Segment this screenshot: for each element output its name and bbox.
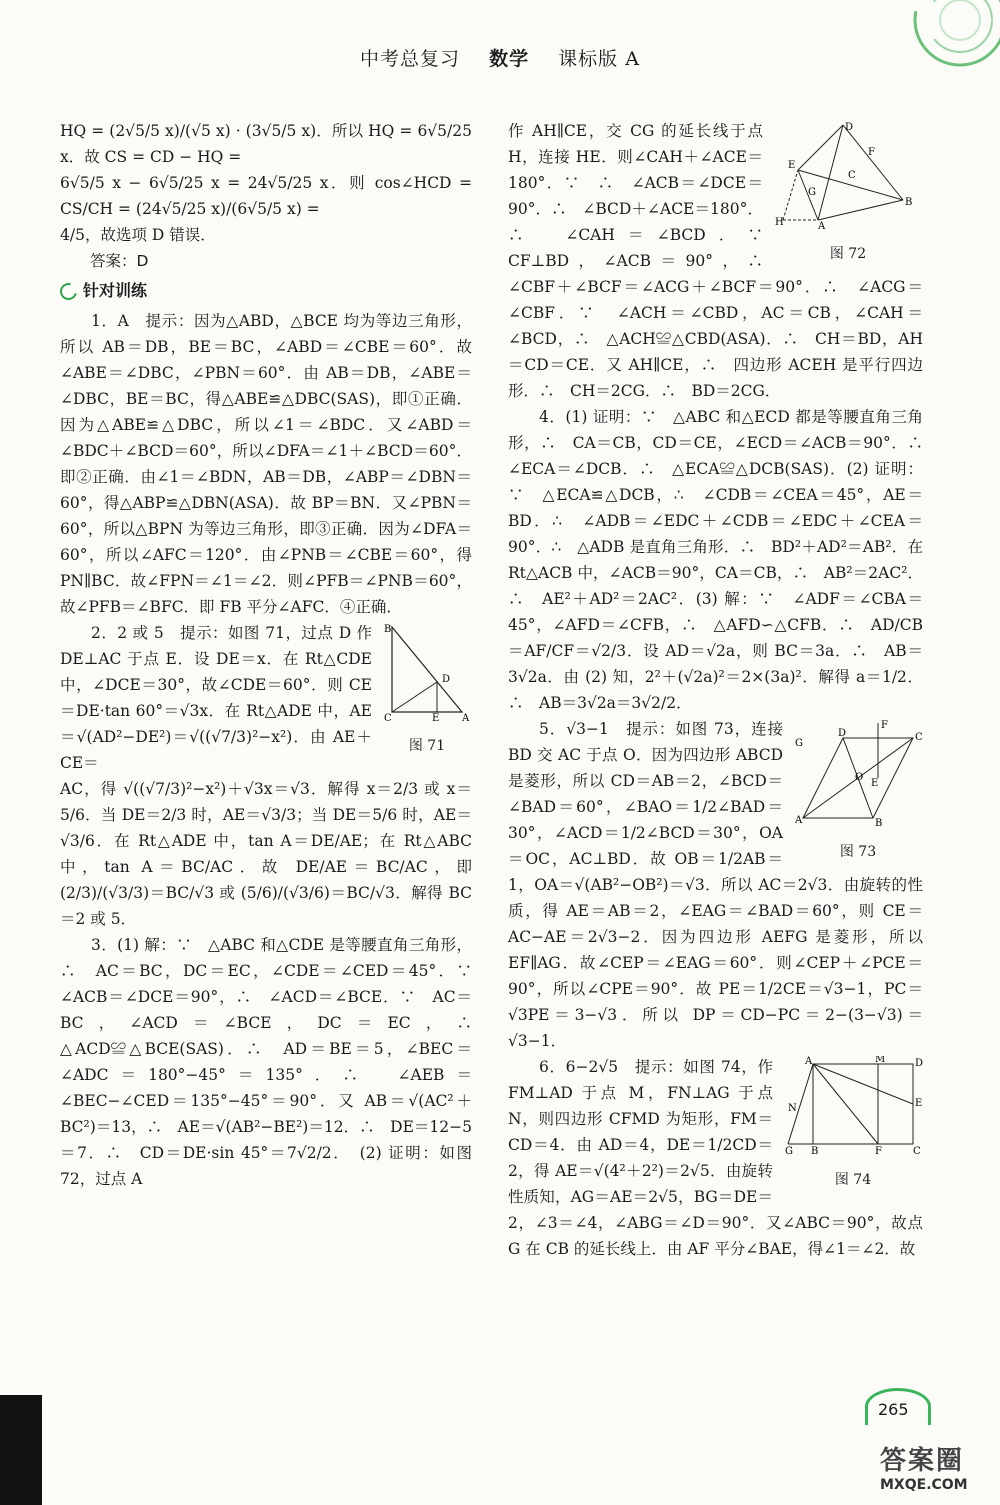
svg-text:C: C [384,713,392,722]
svg-text:E: E [871,778,879,789]
section-title: 针对训练 [83,281,148,300]
running-header [0,44,1000,71]
binding-shadow [0,1395,42,1505]
continuation-line-2: 6√5/5 x − 6√5/25 x = 24√5/25 x．则 cos∠HCD = CS/CH = (24√5/25 x)/(6√5/5 x) = [60,174,472,218]
svg-text:F: F [881,720,888,731]
question-2-part-1: 2．2 或 5 提示：如图 71，过点 D 作 DE⊥AC 于点 E．设 DE＝x．在 Rt△CDE 中，∠DCE＝30°，故∠CDE＝60°．则 CE＝DE·tan 60°＝√3x．在 Rt△ADE 中，AE＝√(AD²−DE²)＝√((√7/3)²−x²)．由 AE＋CE＝ [60,624,372,772]
svg-text:B: B [875,818,883,828]
question-4: 4．(1) 证明：∵ △ABC 和△ECD 都是等腰直角三角形，∴ CA＝CB，CD＝CE，∠ECD＝∠ACB＝90°．∴ ∠ECA＝∠DCB．∴ △ECA≌△DCB(SAS)．(2) 证明：∵ △ECA≌△DCB，∴ ∠CDB＝∠CEA＝45°，AE＝BD．∴ ∠ADB＝∠EDC＋∠CDB＝∠EDC＋∠CEA＝90°．∴ △ADB 是直角三角形．∴ BD²＋AD²＝AB²．在 Rt△ACB 中，∠ACB＝90°，CA＝CB，∴ AB²＝2AC²．∴ AE²＋AD²＝2AC²．(3) 解：∵ ∠ADF＝∠CBA＝45°，∠AFD＝∠CFB，∴ △AFD∽△CFB．∴ AD/CB＝AF/CF＝√2/3．设 AD＝√2a，则 BC＝3a．∴ AB＝3√2a．由 (2) 知，2²＋(√2a)²＝2×(3a)²．解得 a＝1/2．∴ AB＝3√2a＝3√2/2． [508,408,939,712]
svg-text:C: C [848,170,856,181]
left-column [60,118,488,1192]
figure-73-diagram [793,718,923,828]
question-2-part-2: AC，得 √((√7/3)²−x²)＋√3x＝√3．解得 x＝2/3 或 x＝5/6．当 DE＝2/3 时，AE＝√3/3；当 DE＝5/6 时，AE＝√3/6．在 Rt△ADE 中，tan A＝DE/AE；在 Rt△ABC 中，tan A＝BC/AC．故 DE/AE＝BC/AC，即 (2/3)/(√3/3)＝BC/√3 或 (5/6)/(√3/6)＝BC/√3．解得 BC＝2 或 5． [60,780,472,928]
figure-71-diagram [382,622,472,722]
svg-text:E: E [432,713,440,722]
header-edition: 课标版 A [558,48,640,70]
question-3: 3．(1) 解：∵ △ABC 和△CDE 是等腰直角三角形，∴ AC＝BC，DC＝EC，∠CDE＝∠CED＝45°．∵ ∠ACB＝∠DCE＝90°，∴ ∠ACD＝∠BCE．∵ AC＝BC，∠ACD＝∠BCE，DC＝EC，∴ △ACD≌△BCE(SAS)．∴ AD＝BE＝5，∠BEC＝∠ADC＝180°−45°＝135°．∴ ∠AEB＝∠BEC−∠CED＝135°−45°＝90°．又 AB＝√(AC²＋BC²)＝13，∴ AE＝√(AB²−BE²)＝12．∴ DE＝12−5＝7．∴ CD＝DE·sin 45°＝7√2/2． (2) 证明：如图 72，过点 A [60,936,488,1188]
continuation-line-3: 4/5，故选项 D 错误． [60,226,216,244]
svg-text:H: H [775,217,784,228]
svg-text:A: A [795,815,803,826]
section-heading [60,278,472,304]
figure-74-diagram [783,1056,923,1156]
svg-text:D: D [838,728,847,739]
svg-text:D: D [442,674,451,685]
svg-text:O: O [855,772,864,783]
svg-text:A: A [805,1056,813,1067]
question-6: 6．6−2√5 提示：如图 74，作 FM⊥AD 于点 M，FN⊥AG 于点 N，则四边形 CFMD 为矩形，FM＝CD＝4．由 AD＝4，DE＝1/2CD＝2，得 AE＝√(4²＋2²)＝2√5．由旋转性质知，AG＝AE＝2√5，BG＝DE＝2，∠3＝∠4，∠ABG＝∠D＝90°．又∠ABC＝90°，故点 G 在 CB 的延长线上．由 AF 平分∠BAE，得∠1＝∠2．故 [508,1058,923,1258]
question-1: 1．A 提示：因为△ABD，△BCE 均为等边三角形，所以 AB＝DB，BE＝BC，∠ABD＝∠CBE＝60°．故∠ABE＝∠DBC，∠PBN＝60°．由 AB＝DB，∠ABE＝∠DBC，BE＝BC，得△ABE≌△DBC(SAS)，即①正确．因为△ABE≌△DBC，所以∠1＝∠BDC．又∠ABD＝∠BDC＋∠BCD＝60°，所以∠DFA＝∠1＋∠BCD＝60°．即②正确．由∠1＝∠BDN，AB＝DB，∠ABP＝∠DBN＝60°，得△ABP≌△DBN(ASA)．故 BP＝BN．又∠PBN＝60°，所以△BPN 为等边三角形，即③正确．因为∠DFA＝60°，所以∠AFC＝120°．由∠PNB＝∠CBE＝60°，得 PN∥BC．故∠FPN＝∠1＝∠2．则∠PFB＝∠PNB＝60°，故∠PFB＝∠BFC．即 FB 平分∠AFC．④正确． [60,312,472,616]
svg-text:G: G [808,187,816,198]
svg-text:E: E [915,1098,923,1109]
section-ring-icon [57,279,80,302]
figure-74-caption: 图 74 [834,1172,872,1188]
svg-text:B: B [811,1146,819,1156]
figure-72-caption: 图 72 [829,246,867,262]
figure-73 [793,718,923,865]
svg-text:G: G [785,1146,793,1156]
svg-text:B: B [384,624,392,635]
watermark [880,1440,990,1500]
svg-text:N: N [788,1103,797,1114]
svg-text:D: D [915,1058,923,1069]
continuation-line-1: HQ = (2√5/5 x)/(√5 x) · (3√5/5 x)．所以 HQ = 6√5/25 x．故 CS = CD − HQ = [60,122,472,166]
watermark-text: 答案圈 [880,1446,965,1476]
header-book-title: 中考总复习 [360,48,461,70]
svg-text:F: F [868,147,875,158]
figure-71 [382,622,472,759]
answer-line: 答案：D [90,252,149,270]
svg-text:G: G [795,738,803,749]
svg-text:E: E [788,160,796,171]
figure-72-diagram [773,120,923,230]
figure-74 [783,1056,923,1193]
question-3-continued: 作 AH∥CE，交 CG 的延长线于点 H，连接 HE．则∠CAH＋∠ACE＝180°．∵ ∴ ∠ACB＝∠DCE＝90°．∴ ∠BCD＋∠ACE＝180°．∴ ∠CAH＝∠BCD．∵ CF⊥BD，∠ACB＝90°，∴ ∠CBF＋∠BCF＝∠ACG＋∠BCF＝90°．∴ ∠ACG＝∠CBF．∵ ∠ACH＝∠CBD，AC＝CB，∠CAH＝∠BCD，∴ △ACH≌△CBD(ASA)．∴ CH＝BD，AH＝CD＝CE．又 AH∥CE，∴ 四边形 ACEH 是平行四边形．∴ CH＝2CG．∴ BD＝2CG． [508,122,923,400]
svg-text:C: C [913,1146,921,1156]
figure-72 [773,120,923,267]
figure-73-caption: 图 73 [839,844,877,860]
right-column [508,118,939,1262]
corner-decoration-icon [890,0,1000,95]
figure-71-caption: 图 71 [408,738,446,754]
svg-text:M: M [875,1056,886,1065]
svg-text:A: A [462,713,470,722]
header-subject: 数学 [489,48,530,70]
svg-text:A: A [818,221,826,230]
svg-text:F: F [875,1146,882,1156]
svg-text:B: B [905,197,913,208]
question-5: 5．√3−1 提示：如图 73，连接 BD 交 AC 于点 O．因为四边形 ABCD 是菱形，所以 CD＝AB＝2，∠BCD＝∠BAD＝60°，∠BAO＝1/2∠BAD＝30°，∠ACD＝1/2∠BCD＝30°，OA＝OC，AC⊥BD．故 OB＝1/2AB＝1，OA＝√(AB²−OB²)＝√3．所以 AC＝2√3．由旋转的性质，得 AE＝AB＝2，∠EAG＝∠BAD＝60°，则 CE＝AC−AE＝2√3−2．因为四边形 AEFG 是菱形，所以 EF∥AG．故∠CEP＝∠EAG＝60°．则∠CEP＋∠PCE＝90°，所以∠CPE＝90°．故 PE＝1/2CE＝√3−1，PC＝√3PE＝3−√3．所以 DP＝CD−PC＝2−(3−√3)＝√3−1． [508,720,923,1050]
page-number: 265 [878,1400,909,1419]
svg-text:C: C [915,732,923,743]
watermark-url: MXQE.COM [880,1477,968,1493]
svg-text:D: D [845,122,854,133]
